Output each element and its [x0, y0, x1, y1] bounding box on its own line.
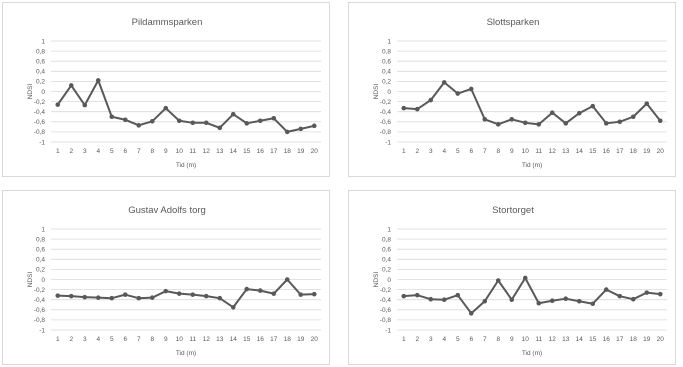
x-tick-label: 11 [189, 148, 197, 155]
data-point [536, 122, 541, 127]
x-tick-label: 5 [109, 336, 114, 343]
x-tick-label: 10 [521, 148, 529, 155]
y-tick-label: 1 [387, 226, 391, 234]
y-tick-label: 0 [41, 276, 45, 284]
data-point [442, 80, 447, 85]
data-point [658, 118, 663, 123]
y-tick-label: 0,8 [381, 48, 391, 56]
x-tick-label: 19 [643, 148, 651, 155]
y-tick-label: 1 [41, 38, 45, 46]
x-tick-label: 15 [589, 336, 597, 343]
chart-panel-gustav-adolfs-torg [2, 190, 330, 365]
data-point [271, 291, 276, 296]
y-tick-label: -1 [385, 139, 391, 147]
y-tick-label: 0,4 [35, 68, 45, 76]
y-tick-label: -0,4 [379, 297, 391, 304]
x-tick-label: 18 [283, 148, 291, 155]
x-tick-label: 4 [442, 336, 447, 343]
data-point [217, 296, 222, 301]
series-line [58, 80, 315, 132]
x-tick-label: 12 [202, 148, 210, 155]
y-axis-label: NDSI [373, 83, 380, 100]
chart-title: Slottsparken [486, 17, 540, 28]
data-point [644, 101, 649, 106]
x-tick-label: 18 [629, 148, 637, 155]
y-tick-label: 0,8 [35, 236, 45, 244]
data-point [415, 107, 420, 112]
data-point [136, 296, 141, 301]
x-tick-label: 20 [656, 148, 664, 155]
y-tick-label: -0,6 [379, 119, 391, 127]
data-point [177, 118, 182, 123]
chart-svg [3, 191, 331, 366]
y-tick-label: -1 [39, 327, 45, 335]
x-tick-label: 11 [535, 336, 543, 343]
data-point [258, 118, 263, 123]
x-tick-label: 12 [548, 148, 556, 155]
x-tick-label: 16 [256, 336, 264, 343]
y-tick-label: -0,6 [33, 307, 45, 315]
x-tick-label: 2 [69, 336, 74, 343]
chart-panel-stortorget [348, 190, 676, 365]
data-point [150, 119, 155, 124]
data-point [631, 114, 636, 119]
x-tick-label: 5 [455, 336, 460, 343]
y-tick-label: -1 [385, 327, 391, 335]
x-tick-label: 16 [256, 148, 264, 155]
data-point [631, 297, 636, 302]
y-tick-label: -0,2 [33, 286, 45, 294]
data-point [563, 121, 568, 126]
chart-title: Pildammsparken [131, 17, 203, 28]
x-tick-label: 3 [428, 148, 433, 155]
y-tick-label: 0,2 [35, 78, 45, 86]
x-tick-label: 8 [150, 336, 155, 343]
x-tick-label: 1 [401, 148, 406, 155]
y-tick-label: 0,6 [35, 246, 45, 254]
x-tick-label: 5 [109, 148, 114, 155]
data-point [298, 292, 303, 297]
x-tick-label: 8 [496, 148, 501, 155]
x-axis-label: Tid (m) [521, 350, 543, 357]
x-tick-label: 20 [310, 336, 318, 343]
x-tick-label: 3 [428, 336, 433, 343]
data-point [428, 98, 433, 103]
x-tick-label: 9 [163, 148, 168, 155]
data-point [204, 294, 209, 299]
data-point [469, 311, 474, 316]
x-tick-label: 6 [123, 336, 128, 343]
x-tick-label: 2 [69, 148, 74, 155]
data-point [109, 296, 114, 301]
x-tick-label: 4 [96, 148, 101, 155]
x-tick-label: 7 [482, 148, 487, 155]
x-tick-label: 19 [297, 336, 305, 343]
x-tick-label: 20 [656, 336, 664, 343]
data-point [150, 295, 155, 300]
x-tick-label: 14 [229, 148, 237, 155]
y-tick-label: 0,4 [381, 256, 391, 264]
data-point [577, 299, 582, 304]
data-point [590, 104, 595, 109]
data-point [428, 297, 433, 302]
data-point [190, 121, 195, 126]
x-tick-label: 14 [575, 336, 583, 343]
y-tick-label: 1 [41, 226, 45, 234]
x-tick-label: 13 [562, 148, 570, 155]
data-point [550, 298, 555, 303]
y-tick-label: 0,6 [381, 58, 391, 66]
data-point [482, 117, 487, 122]
x-tick-label: 11 [189, 336, 197, 343]
x-tick-label: 8 [496, 336, 501, 343]
data-point [271, 116, 276, 121]
data-point [136, 123, 141, 128]
y-tick-label: 0,2 [381, 266, 391, 274]
data-point [285, 277, 290, 282]
data-point [496, 122, 501, 127]
y-tick-label: -0,2 [33, 98, 45, 106]
x-tick-label: 4 [96, 336, 101, 343]
x-tick-label: 1 [55, 336, 60, 343]
x-tick-label: 4 [442, 148, 447, 155]
data-point [644, 290, 649, 295]
data-point [82, 295, 87, 300]
data-point [55, 293, 60, 298]
y-tick-label: -0,4 [33, 109, 45, 116]
x-tick-label: 15 [589, 148, 597, 155]
x-tick-label: 9 [163, 336, 168, 343]
x-tick-label: 2 [415, 336, 420, 343]
x-tick-label: 20 [310, 148, 318, 155]
y-tick-label: 0,6 [35, 58, 45, 66]
data-point [536, 301, 541, 306]
y-tick-label: -1 [39, 139, 45, 147]
data-point [509, 297, 514, 302]
x-tick-label: 13 [562, 336, 570, 343]
data-point [604, 287, 609, 292]
data-point [496, 278, 501, 283]
x-axis-label: Tid (m) [175, 350, 197, 357]
x-tick-label: 9 [509, 336, 514, 343]
chart-svg [3, 3, 331, 178]
data-point [96, 78, 101, 83]
chart-svg [349, 3, 677, 178]
data-point [258, 288, 263, 293]
data-point [177, 291, 182, 296]
x-tick-label: 12 [548, 336, 556, 343]
data-point [204, 121, 209, 126]
chart-title: Stortorget [492, 205, 534, 216]
data-point [231, 305, 236, 310]
y-tick-label: 1 [387, 38, 391, 46]
data-point [604, 121, 609, 126]
x-tick-label: 19 [643, 336, 651, 343]
x-tick-label: 17 [616, 336, 624, 343]
x-tick-label: 15 [243, 336, 251, 343]
x-tick-label: 9 [509, 148, 514, 155]
data-point [244, 287, 249, 292]
x-tick-label: 6 [469, 336, 474, 343]
data-point [55, 102, 60, 107]
x-tick-label: 8 [150, 148, 155, 155]
data-point [96, 295, 101, 300]
y-tick-label: 0,4 [381, 68, 391, 76]
y-tick-label: 0,2 [35, 266, 45, 274]
x-tick-label: 7 [482, 336, 487, 343]
chart-panel-pildammsparken [2, 2, 330, 177]
y-tick-label: 0,8 [35, 48, 45, 56]
x-tick-label: 10 [175, 336, 183, 343]
data-point [69, 83, 74, 88]
y-tick-label: -0,6 [33, 119, 45, 127]
data-point [455, 91, 460, 96]
x-tick-label: 6 [469, 148, 474, 155]
y-tick-label: -0,8 [33, 129, 45, 137]
y-tick-label: 0,4 [35, 256, 45, 264]
data-point [123, 117, 128, 122]
x-tick-label: 17 [270, 148, 278, 155]
x-tick-label: 11 [535, 148, 543, 155]
data-point [617, 294, 622, 299]
data-point [550, 110, 555, 115]
y-tick-label: 0 [387, 88, 391, 96]
x-tick-label: 10 [175, 148, 183, 155]
x-axis-label: Tid (m) [521, 162, 543, 169]
data-point [312, 292, 317, 297]
data-point [658, 292, 663, 297]
data-point [217, 126, 222, 131]
x-tick-label: 17 [616, 148, 624, 155]
data-point [298, 127, 303, 132]
x-tick-label: 1 [55, 148, 60, 155]
data-point [163, 289, 168, 294]
y-tick-label: -0,8 [379, 317, 391, 325]
x-tick-label: 19 [297, 148, 305, 155]
data-point [469, 87, 474, 92]
y-tick-label: -0,8 [33, 317, 45, 325]
x-tick-label: 6 [123, 148, 128, 155]
data-point [415, 293, 420, 298]
x-tick-label: 7 [136, 336, 141, 343]
y-tick-label: -0,2 [379, 98, 391, 106]
y-tick-label: 0,8 [381, 236, 391, 244]
data-point [523, 276, 528, 281]
x-tick-label: 13 [216, 148, 224, 155]
x-tick-label: 5 [455, 148, 460, 155]
data-point [577, 111, 582, 116]
y-tick-label: -0,4 [33, 297, 45, 304]
x-tick-label: 17 [270, 336, 278, 343]
x-tick-label: 15 [243, 148, 251, 155]
x-tick-label: 7 [136, 148, 141, 155]
data-point [123, 292, 128, 297]
data-point [69, 294, 74, 299]
x-tick-label: 14 [575, 148, 583, 155]
y-tick-label: -0,2 [379, 286, 391, 294]
data-point [523, 121, 528, 126]
data-point [482, 299, 487, 304]
data-point [190, 292, 195, 297]
y-axis-label: NDSI [373, 271, 380, 288]
data-point [442, 297, 447, 302]
chart-title: Gustav Adolfs torg [128, 205, 206, 216]
data-point [244, 121, 249, 126]
y-tick-label: 0,2 [381, 78, 391, 86]
x-tick-label: 2 [415, 148, 420, 155]
data-point [509, 117, 514, 122]
series-line [404, 82, 661, 124]
data-point [590, 301, 595, 306]
x-tick-label: 16 [602, 336, 610, 343]
chart-panel-slottsparken [348, 2, 676, 177]
x-tick-label: 13 [216, 336, 224, 343]
x-tick-label: 12 [202, 336, 210, 343]
x-tick-label: 3 [82, 336, 87, 343]
x-tick-label: 18 [283, 336, 291, 343]
data-point [401, 106, 406, 111]
data-point [455, 293, 460, 298]
data-point [312, 124, 317, 129]
data-point [231, 112, 236, 117]
chart-svg [349, 191, 677, 366]
y-tick-label: 0 [387, 276, 391, 284]
x-tick-label: 16 [602, 148, 610, 155]
y-tick-label: -0,4 [379, 109, 391, 116]
y-axis-label: NDSI [27, 83, 34, 100]
x-tick-label: 10 [521, 336, 529, 343]
data-point [617, 120, 622, 125]
x-axis-label: Tid (m) [175, 162, 197, 169]
y-tick-label: 0 [41, 88, 45, 96]
x-tick-label: 1 [401, 336, 406, 343]
x-tick-label: 14 [229, 336, 237, 343]
data-point [563, 296, 568, 301]
data-point [285, 130, 290, 135]
x-tick-label: 18 [629, 336, 637, 343]
data-point [163, 106, 168, 111]
data-point [401, 294, 406, 299]
data-point [109, 114, 114, 119]
x-tick-label: 3 [82, 148, 87, 155]
y-tick-label: -0,6 [379, 307, 391, 315]
y-tick-label: -0,8 [379, 129, 391, 137]
data-point [82, 103, 87, 108]
y-axis-label: NDSI [27, 271, 34, 288]
y-tick-label: 0,6 [381, 246, 391, 254]
